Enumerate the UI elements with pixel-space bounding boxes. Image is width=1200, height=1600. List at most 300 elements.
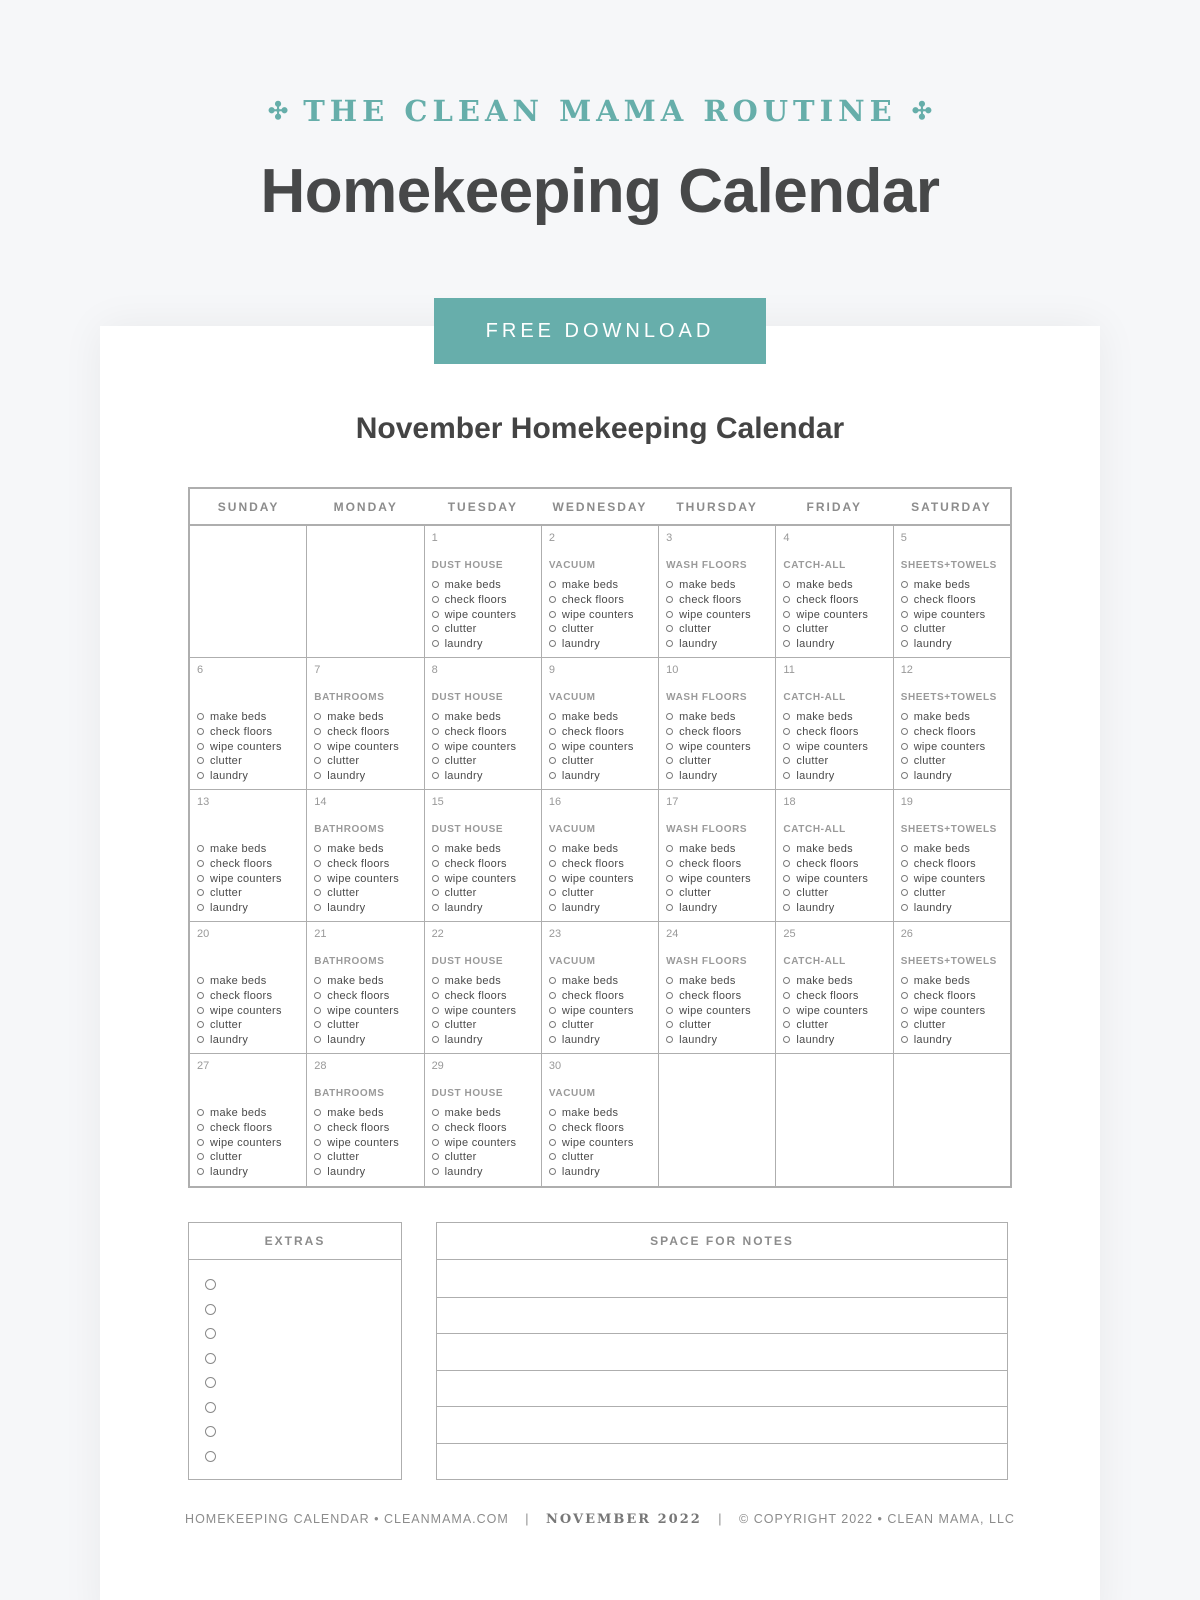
task-item[interactable]	[432, 872, 534, 887]
checkbox-circle-icon[interactable]	[197, 743, 204, 750]
checkbox-circle-icon[interactable]	[432, 992, 439, 999]
task-item[interactable]	[549, 1033, 651, 1048]
checkbox-circle-icon[interactable]	[901, 992, 908, 999]
checkbox-circle-icon[interactable]	[432, 1036, 439, 1043]
task-item[interactable]	[901, 725, 1003, 740]
task-item[interactable]	[549, 842, 651, 857]
task-item[interactable]	[314, 974, 416, 989]
checkbox-circle-icon[interactable]	[432, 1168, 439, 1175]
task-item[interactable]	[901, 593, 1003, 608]
checkbox-circle-icon[interactable]	[549, 992, 556, 999]
checkbox-circle-icon[interactable]	[549, 860, 556, 867]
task-item[interactable]	[314, 901, 416, 916]
checkbox-circle-icon[interactable]	[666, 1007, 673, 1014]
extras-checkbox-icon[interactable]	[205, 1328, 216, 1339]
checkbox-circle-icon[interactable]	[432, 889, 439, 896]
task-item[interactable]	[314, 754, 416, 769]
checkbox-circle-icon[interactable]	[197, 772, 204, 779]
task-item[interactable]	[901, 622, 1003, 637]
task-item[interactable]	[197, 1136, 299, 1151]
checkbox-circle-icon[interactable]	[901, 860, 908, 867]
task-item[interactable]	[549, 1106, 651, 1121]
checkbox-circle-icon[interactable]	[197, 860, 204, 867]
checkbox-circle-icon[interactable]	[901, 713, 908, 720]
task-item[interactable]	[432, 710, 534, 725]
task-item[interactable]	[197, 1121, 299, 1136]
checkbox-circle-icon[interactable]	[783, 1007, 790, 1014]
task-item[interactable]	[783, 974, 885, 989]
task-item[interactable]	[666, 608, 768, 623]
task-item[interactable]	[901, 1033, 1003, 1048]
task-item[interactable]	[666, 740, 768, 755]
task-item[interactable]	[666, 754, 768, 769]
task-item[interactable]	[432, 901, 534, 916]
checkbox-circle-icon[interactable]	[432, 1139, 439, 1146]
checkbox-circle-icon[interactable]	[432, 625, 439, 632]
task-item[interactable]	[901, 901, 1003, 916]
task-item[interactable]	[783, 1033, 885, 1048]
checkbox-circle-icon[interactable]	[432, 875, 439, 882]
checkbox-circle-icon[interactable]	[901, 581, 908, 588]
checkbox-circle-icon[interactable]	[549, 1036, 556, 1043]
checkbox-circle-icon[interactable]	[314, 860, 321, 867]
task-item[interactable]	[783, 740, 885, 755]
checkbox-circle-icon[interactable]	[666, 743, 673, 750]
task-item[interactable]	[901, 710, 1003, 725]
task-item[interactable]	[666, 725, 768, 740]
task-item[interactable]	[901, 886, 1003, 901]
checkbox-circle-icon[interactable]	[314, 1007, 321, 1014]
checkbox-circle-icon[interactable]	[314, 875, 321, 882]
task-item[interactable]	[432, 1018, 534, 1033]
checkbox-circle-icon[interactable]	[432, 611, 439, 618]
task-item[interactable]	[783, 637, 885, 652]
task-item[interactable]	[783, 1018, 885, 1033]
task-item[interactable]	[901, 578, 1003, 593]
task-item[interactable]	[549, 1165, 651, 1180]
task-item[interactable]	[432, 886, 534, 901]
checkbox-circle-icon[interactable]	[666, 977, 673, 984]
checkbox-circle-icon[interactable]	[314, 1139, 321, 1146]
checkbox-circle-icon[interactable]	[783, 772, 790, 779]
checkbox-circle-icon[interactable]	[783, 845, 790, 852]
task-item[interactable]	[549, 1136, 651, 1151]
task-item[interactable]	[314, 1106, 416, 1121]
task-item[interactable]	[901, 974, 1003, 989]
task-item[interactable]	[432, 1121, 534, 1136]
task-item[interactable]	[783, 593, 885, 608]
task-item[interactable]	[549, 857, 651, 872]
task-item[interactable]	[666, 857, 768, 872]
task-item[interactable]	[666, 989, 768, 1004]
checkbox-circle-icon[interactable]	[314, 992, 321, 999]
checkbox-circle-icon[interactable]	[666, 875, 673, 882]
checkbox-circle-icon[interactable]	[901, 640, 908, 647]
task-item[interactable]	[901, 842, 1003, 857]
task-item[interactable]	[783, 769, 885, 784]
task-item[interactable]	[197, 725, 299, 740]
task-item[interactable]	[314, 740, 416, 755]
checkbox-circle-icon[interactable]	[666, 728, 673, 735]
checkbox-circle-icon[interactable]	[783, 625, 790, 632]
checkbox-circle-icon[interactable]	[901, 772, 908, 779]
checkbox-circle-icon[interactable]	[666, 713, 673, 720]
checkbox-circle-icon[interactable]	[549, 875, 556, 882]
checkbox-circle-icon[interactable]	[666, 845, 673, 852]
task-item[interactable]	[783, 1004, 885, 1019]
checkbox-circle-icon[interactable]	[432, 1153, 439, 1160]
checkbox-circle-icon[interactable]	[901, 845, 908, 852]
checkbox-circle-icon[interactable]	[549, 728, 556, 735]
checkbox-circle-icon[interactable]	[314, 1168, 321, 1175]
task-item[interactable]	[432, 1150, 534, 1165]
checkbox-circle-icon[interactable]	[549, 581, 556, 588]
checkbox-circle-icon[interactable]	[197, 992, 204, 999]
task-item[interactable]	[432, 857, 534, 872]
task-item[interactable]	[432, 725, 534, 740]
checkbox-circle-icon[interactable]	[197, 1036, 204, 1043]
extras-checkbox-icon[interactable]	[205, 1426, 216, 1437]
task-item[interactable]	[666, 872, 768, 887]
task-item[interactable]	[549, 637, 651, 652]
checkbox-circle-icon[interactable]	[549, 889, 556, 896]
checkbox-circle-icon[interactable]	[666, 860, 673, 867]
task-item[interactable]	[666, 622, 768, 637]
task-item[interactable]	[783, 622, 885, 637]
checkbox-circle-icon[interactable]	[432, 596, 439, 603]
checkbox-circle-icon[interactable]	[783, 728, 790, 735]
task-item[interactable]	[549, 769, 651, 784]
task-item[interactable]	[901, 989, 1003, 1004]
checkbox-circle-icon[interactable]	[901, 977, 908, 984]
task-item[interactable]	[314, 872, 416, 887]
checkbox-circle-icon[interactable]	[197, 889, 204, 896]
task-item[interactable]	[901, 1018, 1003, 1033]
task-item[interactable]	[549, 578, 651, 593]
checkbox-circle-icon[interactable]	[549, 772, 556, 779]
task-item[interactable]	[549, 710, 651, 725]
checkbox-circle-icon[interactable]	[314, 728, 321, 735]
task-item[interactable]	[666, 1018, 768, 1033]
task-item[interactable]	[197, 1004, 299, 1019]
task-item[interactable]	[432, 1004, 534, 1019]
task-item[interactable]	[432, 622, 534, 637]
task-item[interactable]	[549, 740, 651, 755]
task-item[interactable]	[901, 769, 1003, 784]
checkbox-circle-icon[interactable]	[549, 625, 556, 632]
task-item[interactable]	[197, 1106, 299, 1121]
task-item[interactable]	[197, 740, 299, 755]
checkbox-circle-icon[interactable]	[783, 713, 790, 720]
extras-checkbox-icon[interactable]	[205, 1402, 216, 1413]
checkbox-circle-icon[interactable]	[549, 1021, 556, 1028]
checkbox-circle-icon[interactable]	[314, 1109, 321, 1116]
checkbox-circle-icon[interactable]	[432, 713, 439, 720]
checkbox-circle-icon[interactable]	[783, 860, 790, 867]
task-item[interactable]	[197, 857, 299, 872]
task-item[interactable]	[432, 578, 534, 593]
checkbox-circle-icon[interactable]	[901, 889, 908, 896]
checkbox-circle-icon[interactable]	[901, 743, 908, 750]
checkbox-circle-icon[interactable]	[432, 904, 439, 911]
task-item[interactable]	[783, 901, 885, 916]
task-item[interactable]	[197, 989, 299, 1004]
checkbox-circle-icon[interactable]	[197, 1139, 204, 1146]
task-item[interactable]	[549, 901, 651, 916]
checkbox-circle-icon[interactable]	[783, 875, 790, 882]
task-item[interactable]	[314, 1136, 416, 1151]
task-item[interactable]	[549, 1121, 651, 1136]
checkbox-circle-icon[interactable]	[197, 904, 204, 911]
checkbox-circle-icon[interactable]	[314, 743, 321, 750]
task-item[interactable]	[549, 1018, 651, 1033]
checkbox-circle-icon[interactable]	[666, 596, 673, 603]
task-item[interactable]	[432, 1106, 534, 1121]
task-item[interactable]	[666, 578, 768, 593]
checkbox-circle-icon[interactable]	[197, 728, 204, 735]
checkbox-circle-icon[interactable]	[783, 977, 790, 984]
checkbox-circle-icon[interactable]	[901, 904, 908, 911]
checkbox-circle-icon[interactable]	[549, 904, 556, 911]
checkbox-circle-icon[interactable]	[783, 640, 790, 647]
task-item[interactable]	[783, 886, 885, 901]
checkbox-circle-icon[interactable]	[783, 611, 790, 618]
task-item[interactable]	[549, 974, 651, 989]
task-item[interactable]	[666, 842, 768, 857]
task-item[interactable]	[549, 622, 651, 637]
task-item[interactable]	[901, 857, 1003, 872]
checkbox-circle-icon[interactable]	[666, 757, 673, 764]
task-item[interactable]	[783, 857, 885, 872]
task-item[interactable]	[549, 725, 651, 740]
task-item[interactable]	[314, 842, 416, 857]
checkbox-circle-icon[interactable]	[549, 640, 556, 647]
checkbox-circle-icon[interactable]	[549, 596, 556, 603]
task-item[interactable]	[666, 710, 768, 725]
task-item[interactable]	[783, 754, 885, 769]
checkbox-circle-icon[interactable]	[901, 757, 908, 764]
checkbox-circle-icon[interactable]	[666, 1021, 673, 1028]
checkbox-circle-icon[interactable]	[549, 1109, 556, 1116]
task-item[interactable]	[197, 974, 299, 989]
checkbox-circle-icon[interactable]	[314, 1021, 321, 1028]
task-item[interactable]	[666, 637, 768, 652]
task-item[interactable]	[549, 593, 651, 608]
task-item[interactable]	[549, 754, 651, 769]
task-item[interactable]	[666, 769, 768, 784]
task-item[interactable]	[432, 754, 534, 769]
checkbox-circle-icon[interactable]	[901, 728, 908, 735]
checkbox-circle-icon[interactable]	[666, 1036, 673, 1043]
checkbox-circle-icon[interactable]	[783, 1036, 790, 1043]
checkbox-circle-icon[interactable]	[197, 977, 204, 984]
checkbox-circle-icon[interactable]	[197, 1168, 204, 1175]
extras-checkbox-icon[interactable]	[205, 1279, 216, 1290]
checkbox-circle-icon[interactable]	[197, 1109, 204, 1116]
task-item[interactable]	[549, 1150, 651, 1165]
checkbox-circle-icon[interactable]	[314, 889, 321, 896]
checkbox-circle-icon[interactable]	[549, 757, 556, 764]
task-item[interactable]	[432, 740, 534, 755]
task-item[interactable]	[783, 608, 885, 623]
checkbox-circle-icon[interactable]	[432, 581, 439, 588]
checkbox-circle-icon[interactable]	[666, 640, 673, 647]
checkbox-circle-icon[interactable]	[197, 845, 204, 852]
task-item[interactable]	[197, 710, 299, 725]
task-item[interactable]	[901, 637, 1003, 652]
checkbox-circle-icon[interactable]	[432, 728, 439, 735]
task-item[interactable]	[549, 1004, 651, 1019]
task-item[interactable]	[432, 608, 534, 623]
task-item[interactable]	[314, 1121, 416, 1136]
task-item[interactable]	[197, 1150, 299, 1165]
checkbox-circle-icon[interactable]	[432, 977, 439, 984]
task-item[interactable]	[783, 842, 885, 857]
task-item[interactable]	[432, 637, 534, 652]
task-item[interactable]	[901, 608, 1003, 623]
checkbox-circle-icon[interactable]	[432, 640, 439, 647]
checkbox-circle-icon[interactable]	[901, 596, 908, 603]
task-item[interactable]	[783, 578, 885, 593]
task-item[interactable]	[314, 1018, 416, 1033]
task-item[interactable]	[901, 740, 1003, 755]
checkbox-circle-icon[interactable]	[432, 772, 439, 779]
task-item[interactable]	[314, 725, 416, 740]
task-item[interactable]	[783, 872, 885, 887]
task-item[interactable]	[666, 1033, 768, 1048]
checkbox-circle-icon[interactable]	[197, 875, 204, 882]
checkbox-circle-icon[interactable]	[432, 845, 439, 852]
checkbox-circle-icon[interactable]	[549, 1168, 556, 1175]
checkbox-circle-icon[interactable]	[197, 1124, 204, 1131]
task-item[interactable]	[197, 754, 299, 769]
checkbox-circle-icon[interactable]	[666, 904, 673, 911]
task-item[interactable]	[314, 1165, 416, 1180]
task-item[interactable]	[314, 1033, 416, 1048]
checkbox-circle-icon[interactable]	[783, 581, 790, 588]
extras-checkbox-icon[interactable]	[205, 1451, 216, 1462]
checkbox-circle-icon[interactable]	[549, 611, 556, 618]
checkbox-circle-icon[interactable]	[901, 611, 908, 618]
task-item[interactable]	[783, 989, 885, 1004]
checkbox-circle-icon[interactable]	[549, 1007, 556, 1014]
checkbox-circle-icon[interactable]	[783, 743, 790, 750]
task-item[interactable]	[197, 769, 299, 784]
checkbox-circle-icon[interactable]	[314, 713, 321, 720]
task-item[interactable]	[783, 710, 885, 725]
task-item[interactable]	[666, 1004, 768, 1019]
extras-checkbox-icon[interactable]	[205, 1377, 216, 1388]
checkbox-circle-icon[interactable]	[901, 625, 908, 632]
task-item[interactable]	[314, 710, 416, 725]
checkbox-circle-icon[interactable]	[549, 845, 556, 852]
checkbox-circle-icon[interactable]	[432, 1021, 439, 1028]
checkbox-circle-icon[interactable]	[666, 992, 673, 999]
task-item[interactable]	[432, 1033, 534, 1048]
checkbox-circle-icon[interactable]	[314, 977, 321, 984]
task-item[interactable]	[432, 989, 534, 1004]
checkbox-circle-icon[interactable]	[901, 1036, 908, 1043]
checkbox-circle-icon[interactable]	[197, 713, 204, 720]
checkbox-circle-icon[interactable]	[432, 757, 439, 764]
checkbox-circle-icon[interactable]	[549, 1139, 556, 1146]
extras-checkbox-icon[interactable]	[205, 1304, 216, 1315]
checkbox-circle-icon[interactable]	[666, 581, 673, 588]
task-item[interactable]	[314, 857, 416, 872]
task-item[interactable]	[314, 769, 416, 784]
task-item[interactable]	[549, 608, 651, 623]
checkbox-circle-icon[interactable]	[314, 1153, 321, 1160]
task-item[interactable]	[549, 989, 651, 1004]
free-download-button[interactable]: FREE DOWNLOAD	[434, 298, 766, 364]
checkbox-circle-icon[interactable]	[314, 1036, 321, 1043]
checkbox-circle-icon[interactable]	[783, 992, 790, 999]
task-item[interactable]	[432, 1165, 534, 1180]
checkbox-circle-icon[interactable]	[197, 1021, 204, 1028]
task-item[interactable]	[197, 1165, 299, 1180]
checkbox-circle-icon[interactable]	[901, 1021, 908, 1028]
checkbox-circle-icon[interactable]	[197, 1153, 204, 1160]
checkbox-circle-icon[interactable]	[783, 904, 790, 911]
checkbox-circle-icon[interactable]	[901, 1007, 908, 1014]
task-item[interactable]	[549, 886, 651, 901]
task-item[interactable]	[314, 886, 416, 901]
checkbox-circle-icon[interactable]	[783, 1021, 790, 1028]
checkbox-circle-icon[interactable]	[314, 904, 321, 911]
task-item[interactable]	[197, 872, 299, 887]
task-item[interactable]	[666, 974, 768, 989]
checkbox-circle-icon[interactable]	[314, 772, 321, 779]
checkbox-circle-icon[interactable]	[783, 757, 790, 764]
checkbox-circle-icon[interactable]	[783, 889, 790, 896]
task-item[interactable]	[549, 872, 651, 887]
task-item[interactable]	[666, 593, 768, 608]
checkbox-circle-icon[interactable]	[549, 743, 556, 750]
task-item[interactable]	[432, 842, 534, 857]
checkbox-circle-icon[interactable]	[197, 1007, 204, 1014]
task-item[interactable]	[197, 901, 299, 916]
checkbox-circle-icon[interactable]	[432, 1007, 439, 1014]
checkbox-circle-icon[interactable]	[666, 611, 673, 618]
checkbox-circle-icon[interactable]	[666, 772, 673, 779]
task-item[interactable]	[432, 769, 534, 784]
checkbox-circle-icon[interactable]	[549, 977, 556, 984]
checkbox-circle-icon[interactable]	[432, 743, 439, 750]
checkbox-circle-icon[interactable]	[432, 1109, 439, 1116]
task-item[interactable]	[197, 1033, 299, 1048]
extras-checkbox-icon[interactable]	[205, 1353, 216, 1364]
task-item[interactable]	[901, 754, 1003, 769]
checkbox-circle-icon[interactable]	[549, 1153, 556, 1160]
checkbox-circle-icon[interactable]	[197, 757, 204, 764]
checkbox-circle-icon[interactable]	[314, 1124, 321, 1131]
task-item[interactable]	[901, 872, 1003, 887]
task-item[interactable]	[432, 593, 534, 608]
checkbox-circle-icon[interactable]	[314, 757, 321, 764]
checkbox-circle-icon[interactable]	[901, 875, 908, 882]
checkbox-circle-icon[interactable]	[666, 625, 673, 632]
task-item[interactable]	[901, 1004, 1003, 1019]
checkbox-circle-icon[interactable]	[549, 713, 556, 720]
checkbox-circle-icon[interactable]	[783, 596, 790, 603]
checkbox-circle-icon[interactable]	[666, 889, 673, 896]
task-item[interactable]	[314, 1150, 416, 1165]
task-item[interactable]	[197, 842, 299, 857]
checkbox-circle-icon[interactable]	[432, 1124, 439, 1131]
task-item[interactable]	[666, 901, 768, 916]
task-item[interactable]	[432, 1136, 534, 1151]
checkbox-circle-icon[interactable]	[549, 1124, 556, 1131]
